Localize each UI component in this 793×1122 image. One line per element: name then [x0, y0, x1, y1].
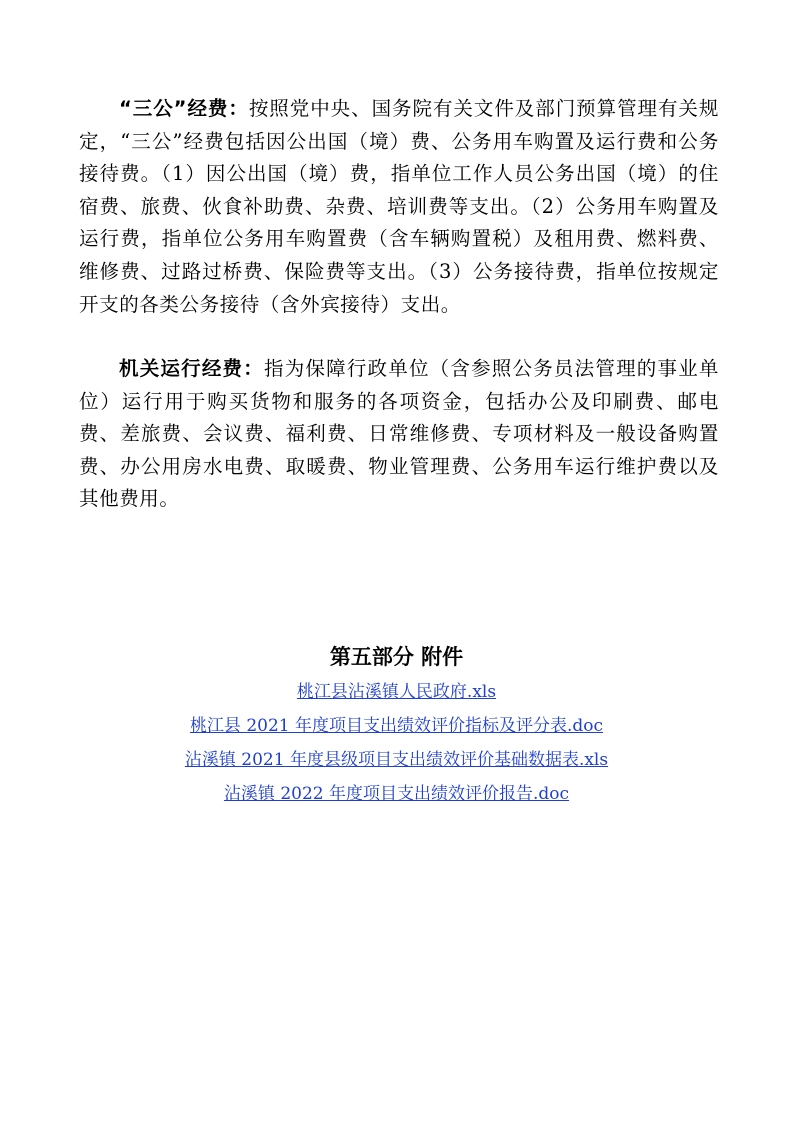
list-item	[0, 675, 793, 709]
list-item	[0, 777, 793, 811]
definition-term: “三公”经费：	[119, 97, 249, 120]
section-title: 第五部分 附件	[329, 645, 464, 669]
attachment-link[interactable]: 桃江县沾溪镇人民政府.xls	[296, 682, 497, 702]
definition-agency-operating-expenses	[79, 353, 719, 516]
definition-text: 指为保障行政单位（含参照公务员法管理的事业单位）运行用于购买货物和服务的各项资金，包括办公及印刷费、邮电费、差旅费、会议费、福利费、日常维修费、专项材料及一般设备购置费、办公用房水电费、取暖费、物业管理费、公务用车运行维护费以及其他费用。	[79, 357, 720, 511]
attachment-list	[0, 675, 793, 811]
attachment-link[interactable]: 沾溪镇 2021 年度县级项目支出绩效评价基础数据表.xls	[184, 750, 609, 770]
definition-term: 机关运行经费：	[119, 357, 264, 380]
list-item	[0, 743, 793, 777]
attachment-link[interactable]: 沾溪镇 2022 年度项目支出绩效评价报告.doc	[223, 784, 570, 804]
list-item	[0, 709, 793, 743]
attachment-link[interactable]: 桃江县 2021 年度项目支出绩效评价指标及评分表.doc	[189, 716, 604, 736]
definition-three-public-expenses	[79, 93, 719, 321]
definition-text: 按照党中央、国务院有关文件及部门预算管理有关规定，“三公”经费包括因公出国（境）费、公务用车购置及运行费和公务接待费。（1）因公出国（境）费，指单位工作人员公务出国（境）的住宿费、旅费、伙食补助费、杂费、培训费等支出。（2）公务用车购置及运行费，指单位公务用车购置费（含车辆购置税）及租用费、燃料费、维修费、过路过桥费、保险费等支出。（3）公务接待费，指单位按规定开支的各类公务接待（含外宾接待）支出。	[79, 97, 719, 316]
